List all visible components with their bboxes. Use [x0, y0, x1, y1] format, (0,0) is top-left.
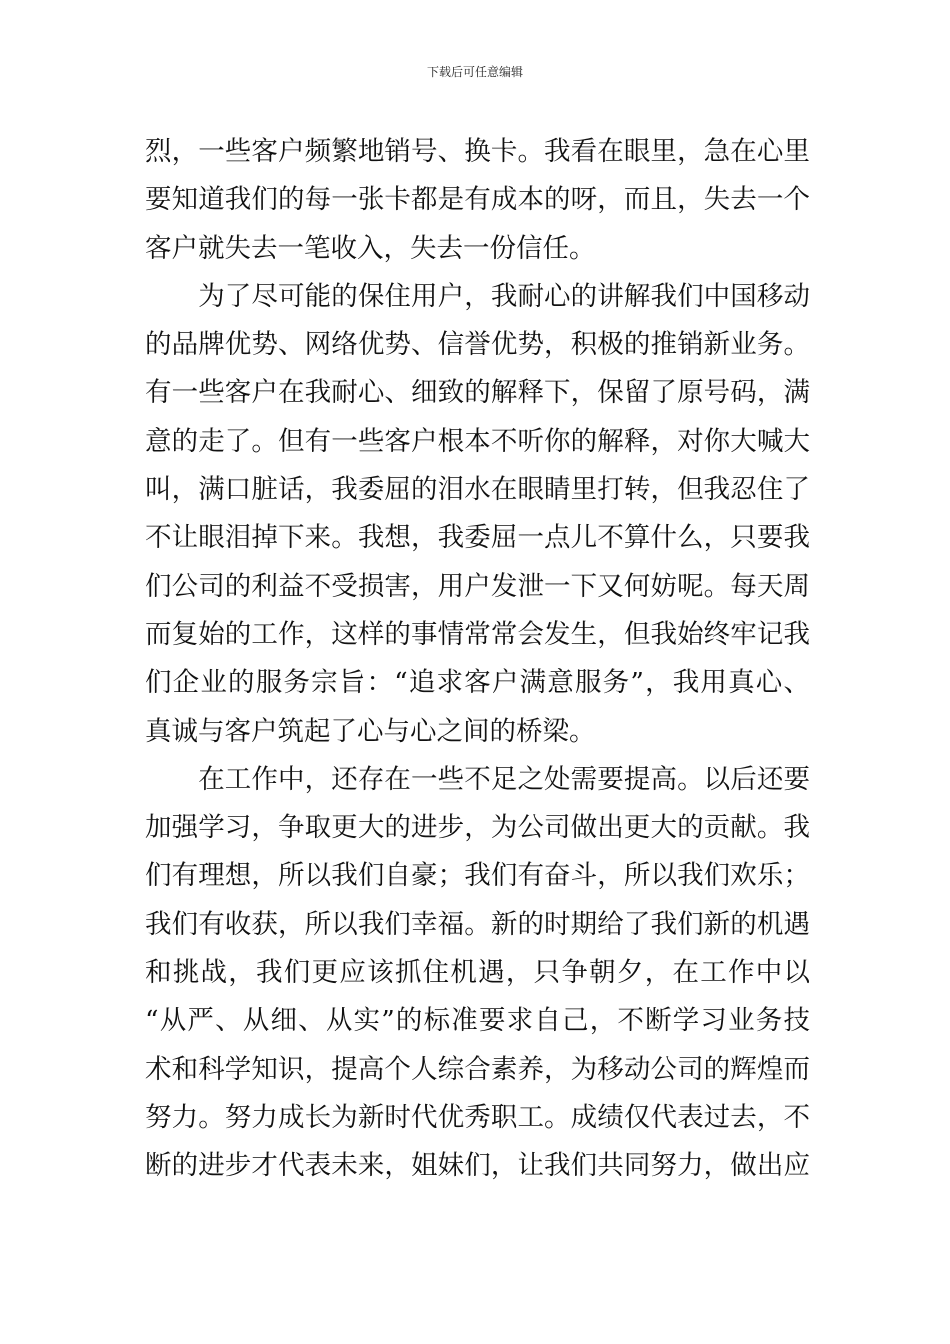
- text-line: 要知道我们的每一张卡都是有成本的呀，而且，失去一个: [145, 184, 810, 216]
- text-line: 在工作中，还存在一些不足之处需要提高。以后还要: [145, 763, 810, 795]
- text-line: 断的进步才代表未来，姐妹们，让我们共同努力，做出应: [145, 1150, 810, 1182]
- text-line: 真诚与客户筑起了心与心之间的桥梁。: [145, 715, 596, 747]
- text-line: 加强学习，争取更大的进步，为公司做出更大的贡献。我: [145, 812, 810, 844]
- text-line: 而复始的工作，这样的事情常常会发生，但我始终牢记我: [145, 618, 810, 650]
- text-line: 们公司的利益不受损害，用户发泄一下又何妨呢。每天周: [145, 570, 810, 602]
- text-line: 们有理想，所以我们自豪；我们有奋斗，所以我们欢乐；: [145, 860, 810, 892]
- text-line: 们企业的服务宗旨：“追求客户满意服务”，我用真心、: [145, 667, 810, 699]
- text-line: 叫，满口脏话，我委屈的泪水在眼睛里打转，但我忍住了: [145, 474, 810, 506]
- text-line: 的品牌优势、网络优势、信誉优势，积极的推销新业务。: [145, 329, 810, 361]
- text-line: “从严、从细、从实”的标准要求自己，不断学习业务技: [145, 1005, 810, 1037]
- text-line: 客户就失去一笔收入，失去一份信任。: [145, 232, 596, 264]
- page-header: 下载后可任意编辑: [426, 65, 523, 79]
- text-line: 不让眼泪掉下来。我想，我委屈一点儿不算什么，只要我: [145, 522, 810, 554]
- text-line: 意的走了。但有一些客户根本不听你的解释，对你大喊大: [145, 425, 810, 457]
- text-line: 烈，一些客户频繁地销号、换卡。我看在眼里，急在心里: [145, 136, 810, 167]
- text-line: 有一些客户在我耐心、细致的解释下，保留了原号码，满: [145, 377, 810, 409]
- document-body: [145, 128, 810, 1191]
- text-line: 为了尽可能的保住用户，我耐心的讲解我们中国移动: [145, 280, 810, 312]
- text-line: 努力。努力成长为新时代优秀职工。成绩仅代表过去，不: [145, 1101, 810, 1133]
- text-line: 我们有收获，所以我们幸福。新的时期给了我们新的机遇: [145, 908, 810, 940]
- text-line: 和挑战，我们更应该抓住机遇，只争朝夕，在工作中以: [145, 957, 810, 989]
- text-line: 术和科学知识，提高个人综合素养，为移动公司的辉煌而: [145, 1053, 810, 1085]
